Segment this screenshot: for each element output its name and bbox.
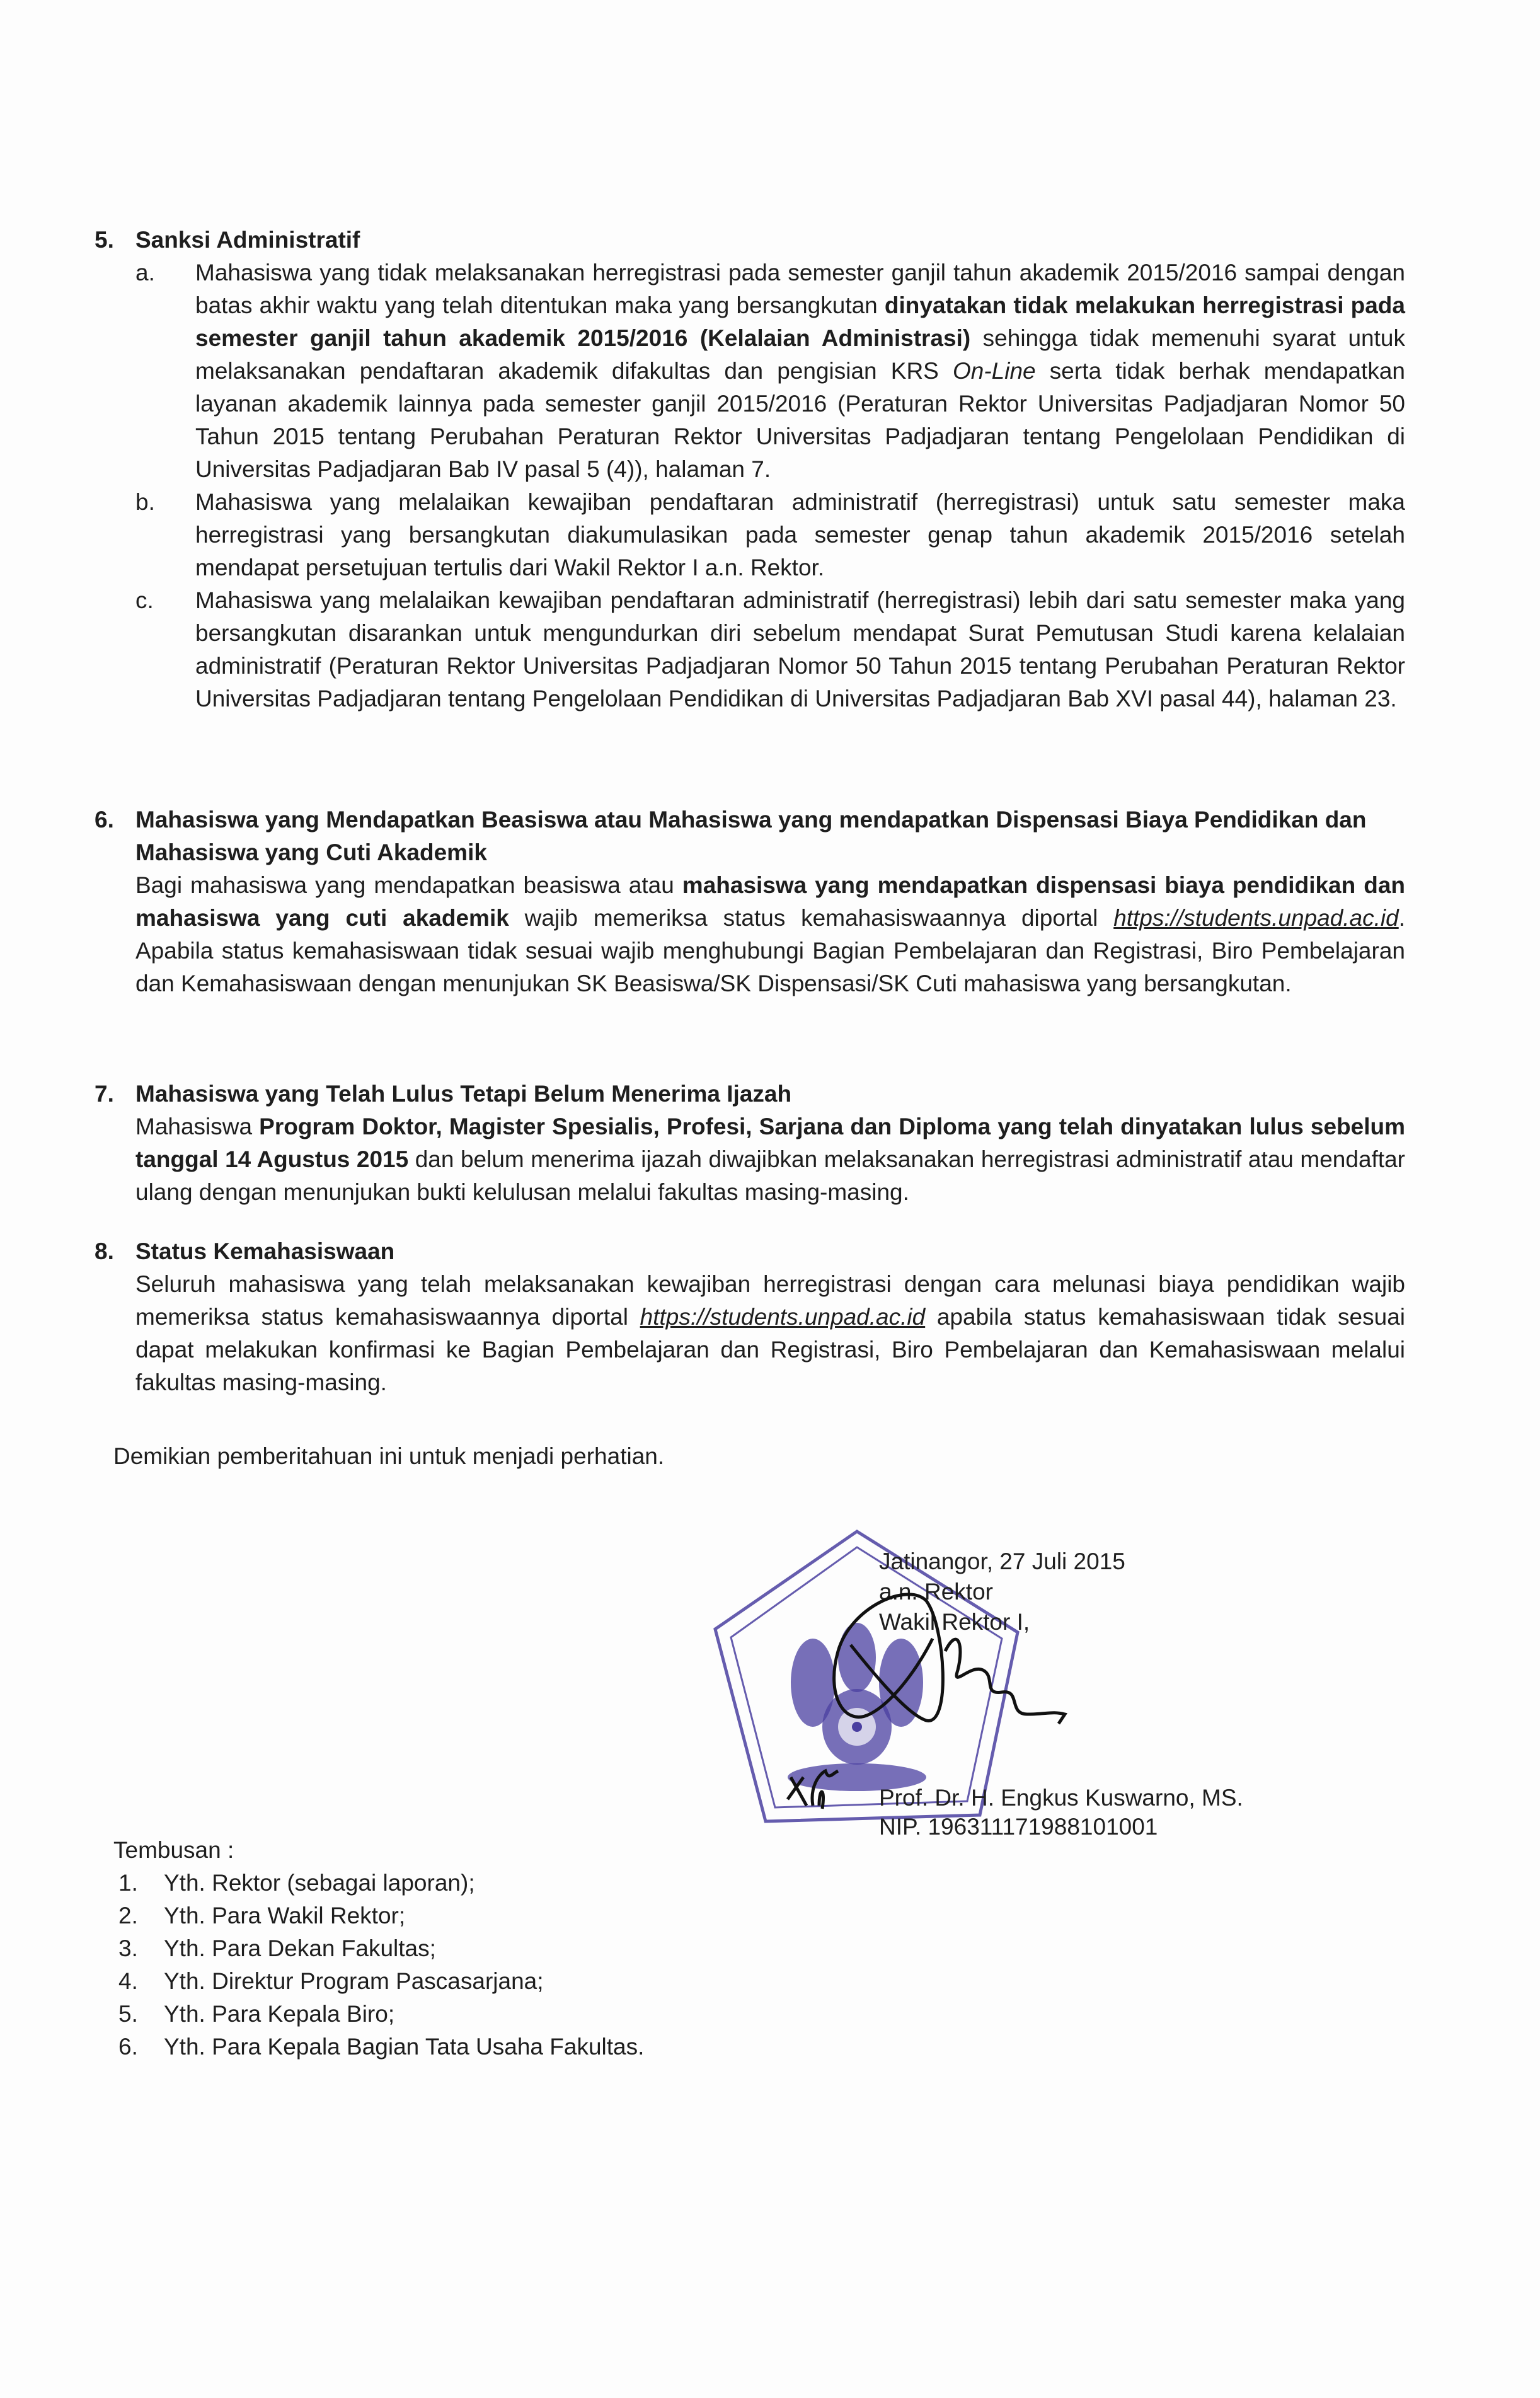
paraf-initials-icon xyxy=(781,1761,857,1812)
item-text: Yth. Rektor (sebagai laporan); xyxy=(164,1870,475,1896)
sub-item-text: Mahasiswa yang melalaikan kewajiban pendaftaran administratif (herregistrasi) lebih dari satu semester maka yang bersangkutan disarankan untuk mengundurkan diri sebelum mendapat Surat Pemutusan Studi karena kelalaian administratif (Peraturan Rektor Universitas Padjadjaran Nomor 50 Tahun 2015 tentang Perubahan Peraturan Rektor Universitas Padjadjaran tentang Pengelolaan Pendidikan di Universitas Padjadjaran Bab XVI pasal 44), halaman 23. xyxy=(195,587,1405,712)
closing-statement: Demikian pemberitahuan ini untuk menjadi perhatian. xyxy=(113,1443,665,1469)
sub-item-text xyxy=(195,257,1405,486)
handwritten-signature-icon xyxy=(800,1588,1090,1746)
text-run: Mahasiswa xyxy=(135,1114,260,1139)
section-7 xyxy=(95,1078,1405,1209)
text-run: Bagi mahasiswa yang mendapatkan beasiswa atau xyxy=(135,872,682,898)
tembusan-item xyxy=(113,2031,644,2063)
text-run: Mahasiswa yang tidak melaksanakan herregistrasi pada semester ganjil tahun akademik 2015/2016 sampai dengan batas akhir waktu yang telah ditentukan maka yang bersangkutan xyxy=(195,260,1405,318)
bold-text-run: mahasiswa yang mendapatkan dispensasi biaya pendidikan dan mahasiswa yang cuti akademik xyxy=(135,872,1405,931)
section-title: Sanksi Administratif xyxy=(135,227,360,253)
section-paragraph xyxy=(135,1268,1405,1399)
item-text: Yth. Para Dekan Fakultas; xyxy=(164,1935,436,1961)
sub-item-label: a. xyxy=(135,260,155,285)
bold-text-run: Program Doktor, Magister Spesialis, Profesi, Sarjana dan Diploma yang telah dinyatakan lulus sebelum tanggal 14 Agustus 2015 xyxy=(135,1114,1405,1172)
item-text: Yth. Para Wakil Rektor; xyxy=(164,1903,406,1928)
bold-text-run: dinyatakan tidak melakukan herregistrasi pada semester ganjil tahun akademik 2015/2016 (Kelalaian Administrasi) xyxy=(195,292,1405,351)
students-portal-link[interactable]: https://students.unpad.ac.id xyxy=(640,1304,926,1330)
section-number: 8. xyxy=(95,1238,114,1264)
tembusan-list xyxy=(113,1834,644,2063)
section-8 xyxy=(95,1235,1405,1399)
section-title: Mahasiswa yang Telah Lulus Tetapi Belum Menerima Ijazah xyxy=(135,1081,792,1107)
signatory-name: Prof. Dr. H. Engkus Kuswarno, MS. xyxy=(879,1785,1243,1811)
tembusan-item xyxy=(113,1899,644,1932)
section-number: 5. xyxy=(95,227,114,253)
section-5 xyxy=(95,224,1405,715)
sub-item-label: b. xyxy=(135,489,155,515)
item-number: 2. xyxy=(118,1903,138,1928)
sub-item-text: Mahasiswa yang melalaikan kewajiban pendaftaran administratif (herregistrasi) untuk satu semester maka herregistrasi yang bersangkutan diakumulasikan pada semester genap tahun akademik 2015/2016 setelah mendapat persetujuan tertulis dari Wakil Rektor I a.n. Rektor. xyxy=(195,489,1405,580)
text-run: sehingga tidak memenuhi syarat untuk melaksanakan pendaftaran akademik difakultas dan pengisian KRS xyxy=(195,325,1405,384)
item-text: Yth. Direktur Program Pascasarjana; xyxy=(164,1968,544,1994)
item-number: 6. xyxy=(118,2034,138,2060)
item-text: Yth. Para Kepala Bagian Tata Usaha Fakultas. xyxy=(164,2034,645,2060)
text-run: Seluruh mahasiswa yang telah melaksanakan kewajiban herregistrasi dengan cara melunasi biaya pendidikan wajib memeriksa status kemahasiswaannya diportal xyxy=(135,1271,1405,1330)
item-number: 4. xyxy=(118,1968,138,1994)
tembusan-item xyxy=(113,1932,644,1965)
item-text: Yth. Para Kepala Biro; xyxy=(164,2001,395,2027)
section-title: Mahasiswa yang Mendapatkan Beasiswa atau Mahasiswa yang mendapatkan Dispensasi Biaya Pendidikan dan Mahasiswa yang Cuti Akademik xyxy=(135,807,1367,865)
sub-item-a xyxy=(135,257,1405,486)
section-number: 7. xyxy=(95,1081,114,1107)
text-run: wajib memeriksa status kemahasiswaannya diportal xyxy=(509,905,1114,931)
text-run: serta tidak berhak mendapatkan layanan akademik lainnya pada semester ganjil 2015/2016 (Peraturan Rektor Universitas Padjadjaran Nomor 50 Tahun 2015 tentang Perubahan Peraturan Rektor Universitas Padjadjaran tentang Pengelolaan Pendidikan di Universitas Padjadjaran Bab IV pasal 5 (4)), halaman 7. xyxy=(195,358,1405,482)
text-run: dan belum menerima ijazah diwajibkan melaksanakan herregistrasi administratif atau mendaftar ulang dengan menunjukan bukti kelulusan melalui fakultas masing-masing. xyxy=(135,1146,1405,1205)
text-run: apabila status kemahasiswaan tidak sesuai dapat melakukan konfirmasi ke Bagian Pembelajaran dan Registrasi, Biro Pembelajaran dan Kemahasiswaan melalui fakultas masing-masing. xyxy=(135,1304,1405,1395)
sub-item-b xyxy=(135,486,1405,584)
tembusan-item xyxy=(113,1965,644,1998)
item-number: 3. xyxy=(118,1935,138,1961)
item-number: 1. xyxy=(118,1870,138,1896)
sub-item-c xyxy=(135,584,1405,715)
signature-place-date: Jatinangor, 27 Juli 2015 xyxy=(879,1548,1125,1574)
tembusan-item xyxy=(113,1998,644,2031)
section-number: 6. xyxy=(95,807,114,833)
signatory-nip: NIP. 196311171988101001 xyxy=(879,1814,1158,1840)
item-number: 5. xyxy=(118,2001,138,2027)
text-run: . Apabila status kemahasiswaan tidak sesuai wajib menghubungi Bagian Pembelajaran dan Registrasi, Biro Pembelajaran dan Kemahasiswaan dengan menunjukan SK Beasiswa/SK Dispensasi/SK Cuti mahasiswa yang bersangkutan. xyxy=(135,905,1405,996)
students-portal-link[interactable]: https://students.unpad.ac.id xyxy=(1113,905,1399,931)
section-paragraph xyxy=(135,869,1405,1000)
signature-position: Wakil Rektor I, xyxy=(879,1609,1030,1635)
tembusan-item xyxy=(113,1867,644,1899)
tembusan-title: Tembusan : xyxy=(113,1837,234,1863)
signature-on-behalf: a.n. Rektor xyxy=(879,1579,993,1605)
sub-item-label: c. xyxy=(135,587,154,613)
section-6 xyxy=(95,804,1405,1000)
section-paragraph xyxy=(135,1110,1405,1209)
section-title: Status Kemahasiswaan xyxy=(135,1238,395,1264)
italic-text-run: On-Line xyxy=(953,358,1036,384)
